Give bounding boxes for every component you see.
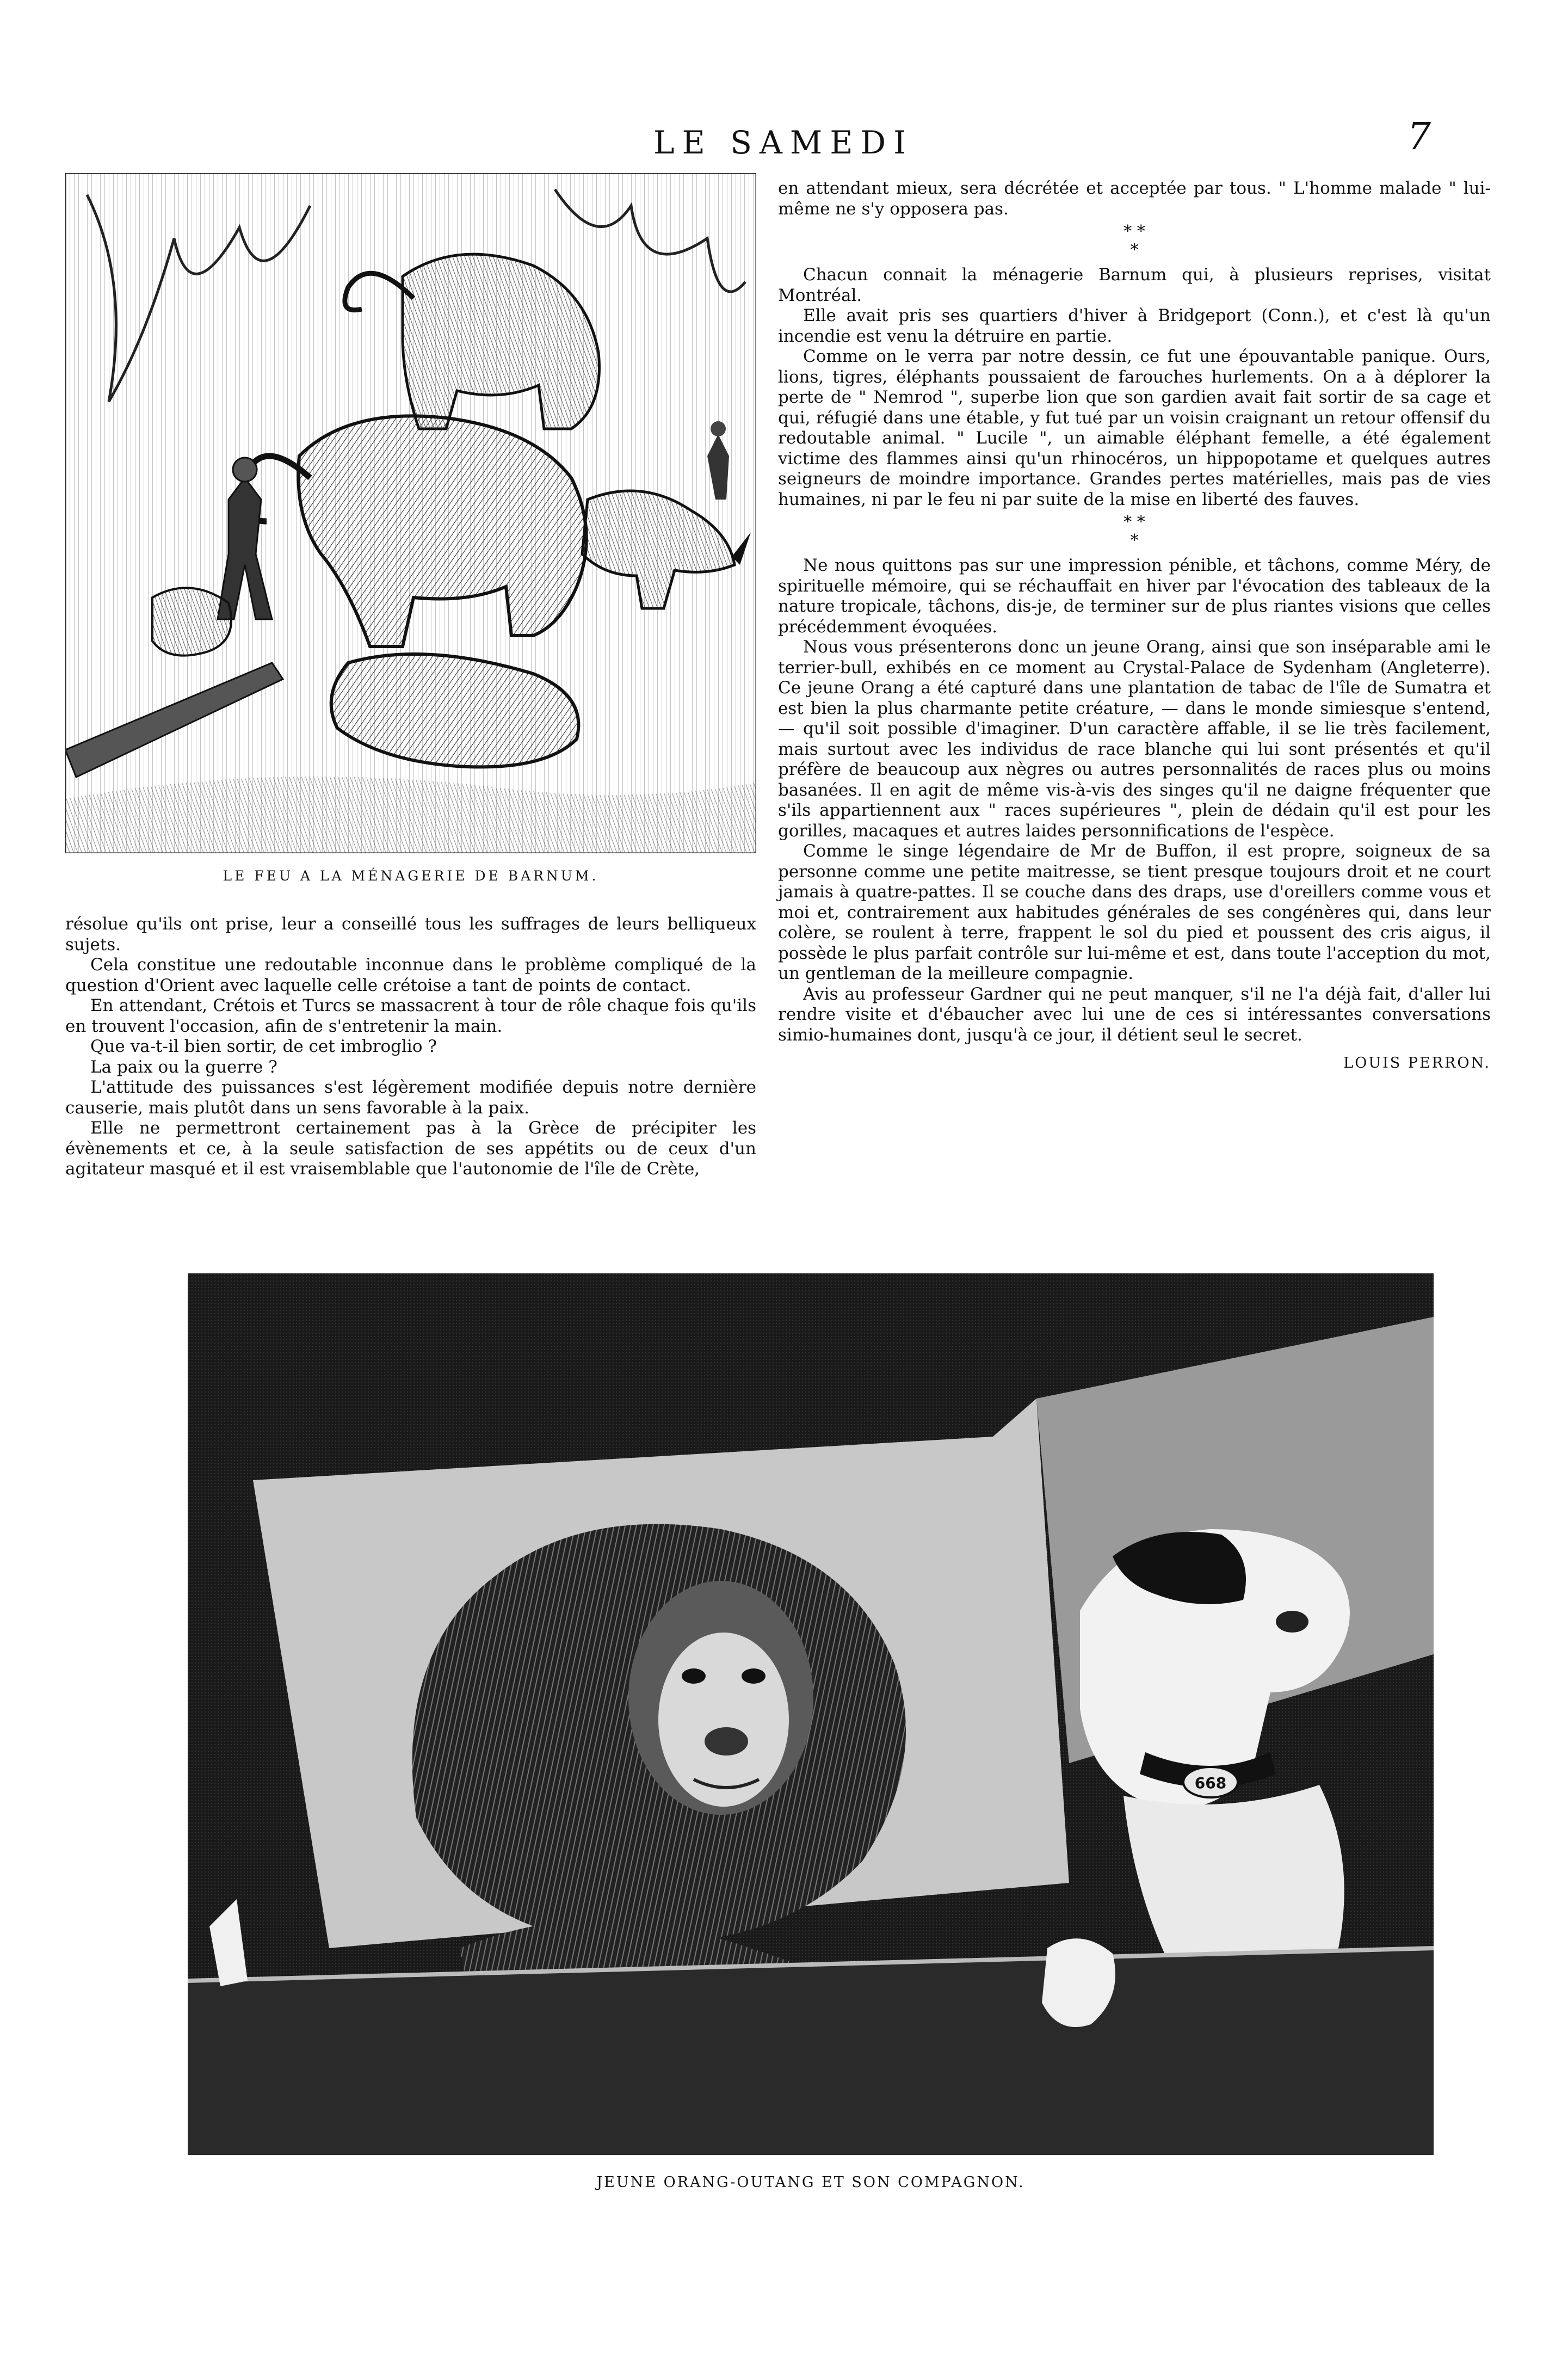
fire-engraving-drawing — [65, 173, 756, 853]
right-paragraph: Elle avait pris ses quartiers d'hiver à Bridgeport (Conn.), et c'est là qu'un incendie est venu la détruire en partie. — [778, 306, 1491, 346]
left-column-text — [65, 914, 756, 1180]
left-paragraph: Cela constitue une redoutable inconnue dans le problème compliqué de la question d'Orient avec laquelle celle crétoise a tant de points de contact. — [65, 955, 756, 995]
section-separator: * * * — [1123, 513, 1145, 550]
right-column-text — [778, 178, 1491, 1074]
section-separator: * * * — [1123, 222, 1145, 260]
right-paragraph: Comme on le verra par notre dessin, ce fut une épouvantable panique. Ours, lions, tigres, éléphants poussaient de farouches hurlements. On a à déplorer la perte de " Nemrod ", superbe lion que son gardien avait fait sortir de sa cage et qui, réfugié dans une étable, y fut tué par un voisin craignant un retour offensif du redoutable animal. " Lucile ", un aimable éléphant femelle, a été également victime des flammes ainsi qu'un rhinocéros, un hippopotame et quelques autres seigneurs de moindre importance. Grandes pertes matérielles, mais pas de vies humaines, ni par le feu ni par suite de la mise en liberté des fauves. — [778, 347, 1491, 509]
orangutan-photo-drawing — [188, 1273, 1434, 2155]
right-paragraph: Comme le singe légendaire de Mr de Buffon, il est propre, soigneux de sa personne comme une petite maitresse, se tient presque toujours droit et ne court jamais à quatre-pattes. Il se couche dans des draps, use d'oreillers comme vous et moi et, contrairement aux habitudes générales de ses congénères qui, dans leur colère, se roulent à terre, frappent le sol du pied et poussent des cris aigus, il possède le plus parfait contrôle sur lui-même et est, dans toute l'acception du mot, un gentleman de la meilleure compagnie. — [778, 841, 1491, 983]
right-paragraph: Nous vous présenterons donc un jeune Orang, ainsi que son inséparable ami le terrier-bull, exhibés en ce moment au Crystal-Palace de Sydenham (Angleterre). Ce jeune Orang a été capturé dans une plantation de tabac de l'île de Sumatra et est bien la plus charmante petite créature, — dans le monde simiesque s'entend, — qu'il soit possible d'imaginer. D'un caractère affable, il se lie très facilement, mais surtout avec les individus de race blanche qui lui sont présentés et qu'il préfère de beaucoup aux nègres ou autres personnalités de races plus ou moins basanées. Il en agit de même vis-à-vis des singes qu'il ne daigne fréquenter que s'ils appartiennent aux " races supérieures ", plein de dédain qu'il est pour les gorilles, macaques et autres laides personnifications de l'espèce. — [778, 637, 1491, 841]
dog-collar-tag: 668 — [1194, 1774, 1227, 1792]
left-paragraph: En attendant, Crétois et Turcs se massacrent à tour de rôle chaque fois qu'ils en trouvent l'occasion, afin de s'entretenir la main. — [65, 996, 756, 1036]
fire-engraving — [65, 173, 756, 853]
left-paragraph: Elle ne permettront certainement pas à la Grèce de précipiter les évènements et ce, à la seule satisfaction de ses appétits ou de ceux d'un agitateur masqué et il est vraisemblable que l'autonomie de l'île de Crète, — [65, 1118, 756, 1179]
right-intro-paragraph: en attendant mieux, sera décrétée et acceptée par tous. " L'homme malade " lui-même ne s'y opposera pas. — [778, 178, 1491, 219]
left-paragraph: La paix ou la guerre ? — [90, 1057, 277, 1077]
orangutan-photograph — [188, 1273, 1434, 2155]
fire-engraving-caption: LE FEU A LA MÉNAGERIE DE BARNUM. — [223, 868, 599, 884]
page-number: 7 — [1407, 115, 1431, 158]
newspaper-title: LE SAMEDI — [653, 124, 914, 161]
right-paragraph: Ne nous quittons pas sur une impression pénible, et tâchons, comme Méry, de spirituelle mémoire, qui se réchauffait en hiver par l'évocation des tableaux de la nature tropicale, tâchons, dis-je, de terminer sur de plus riantes visions que celles précédemment évoquées. — [778, 556, 1491, 637]
left-paragraph: L'attitude des puissances s'est légèrement modifiée depuis notre dernière causerie, mais plutôt dans un sens favorable à la paix. — [65, 1077, 756, 1118]
right-paragraph: Avis au professeur Gardner qui ne peut manquer, s'il ne l'a déjà fait, d'aller lui rendre visite et d'ébaucher avec lui une de ces si intéressantes conversations simio-humaines dont, jusqu'à ce jour, il détient seul le secret. — [778, 984, 1491, 1045]
left-paragraph: résolue qu'ils ont prise, leur a conseillé tous les suffrages de leurs belliqueux sujets. — [65, 914, 756, 954]
author-signature: LOUIS PERRON. — [1343, 1055, 1491, 1071]
right-paragraph: Chacun connait la ménagerie Barnum qui, à plusieurs reprises, visitat Montréal. — [778, 265, 1491, 305]
left-paragraph: Que va-t-il bien sortir, de cet imbroglio ? — [90, 1037, 437, 1056]
orangutan-photo-caption: JEUNE ORANG-OUTANG ET SON COMPAGNON. — [596, 2174, 1025, 2191]
